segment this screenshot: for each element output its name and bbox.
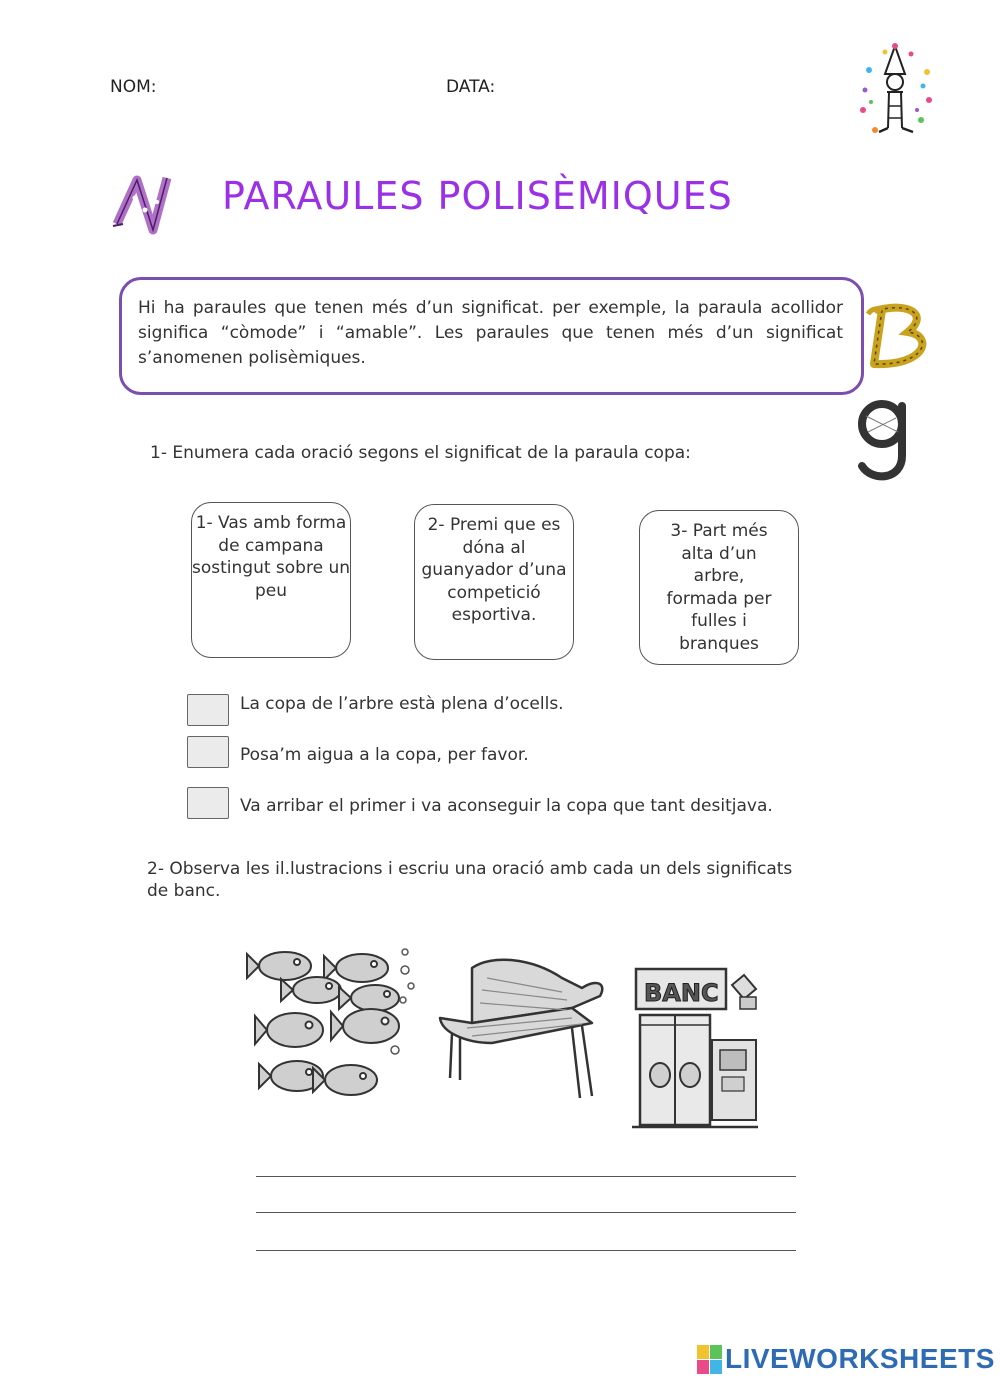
meaning-card-1: 1- Vas amb forma de campana sostingut sobre un peu bbox=[191, 502, 351, 658]
nom-label: NOM: bbox=[110, 77, 157, 97]
bank-building-illustration bbox=[632, 965, 762, 1133]
bench-illustration bbox=[432, 948, 612, 1113]
answer-box-1[interactable] bbox=[187, 694, 229, 726]
sentence-1: La copa de l’arbre està plena d’ocells. bbox=[240, 694, 564, 714]
decorative-letter-n bbox=[105, 172, 177, 244]
page-title: PARAULES POLISÈMIQUES bbox=[222, 174, 733, 218]
answer-line-2[interactable] bbox=[256, 1212, 796, 1213]
answer-line-1[interactable] bbox=[256, 1176, 796, 1177]
exercise1-instruction: 1- Enumera cada oració segons el significat de la paraula copa: bbox=[150, 443, 691, 463]
intro-text: Hi ha paraules que tenen més d’un significat. per exemple, la paraula acollidor significa “còmode” i “amable”. Les paraules que tenen més d’un significat s’anomenen polisèmiques. bbox=[138, 298, 843, 368]
bank-sign-text: BANC bbox=[644, 979, 719, 1007]
fish-school-illustration bbox=[245, 940, 420, 1110]
answer-box-3[interactable] bbox=[187, 787, 229, 819]
meaning-card-2: 2- Premi que es dóna al guanyador d’una competició esportiva. bbox=[414, 504, 574, 660]
liveworksheets-brand: LIVEWORKSHEETS bbox=[725, 1343, 995, 1374]
answer-line-3[interactable] bbox=[256, 1250, 796, 1251]
sentence-3: Va arribar el primer i va aconseguir la copa que tant desitjava. bbox=[240, 796, 773, 816]
answer-box-2[interactable] bbox=[187, 736, 229, 768]
decorative-letter-g bbox=[852, 396, 918, 486]
decorative-letter-b bbox=[864, 300, 940, 372]
clown-illustration bbox=[855, 40, 935, 140]
meaning-card-3: 3- Part més alta d’un arbre, formada per fulles i branques bbox=[639, 510, 799, 665]
sentence-2: Posa’m aigua a la copa, per favor. bbox=[240, 745, 529, 765]
data-label: DATA: bbox=[446, 77, 496, 97]
liveworksheets-logo-icon bbox=[697, 1345, 723, 1375]
exercise2-instruction: 2- Observa les il.lustracions i escriu una oració amb cada un dels significats de banc. bbox=[147, 859, 793, 901]
